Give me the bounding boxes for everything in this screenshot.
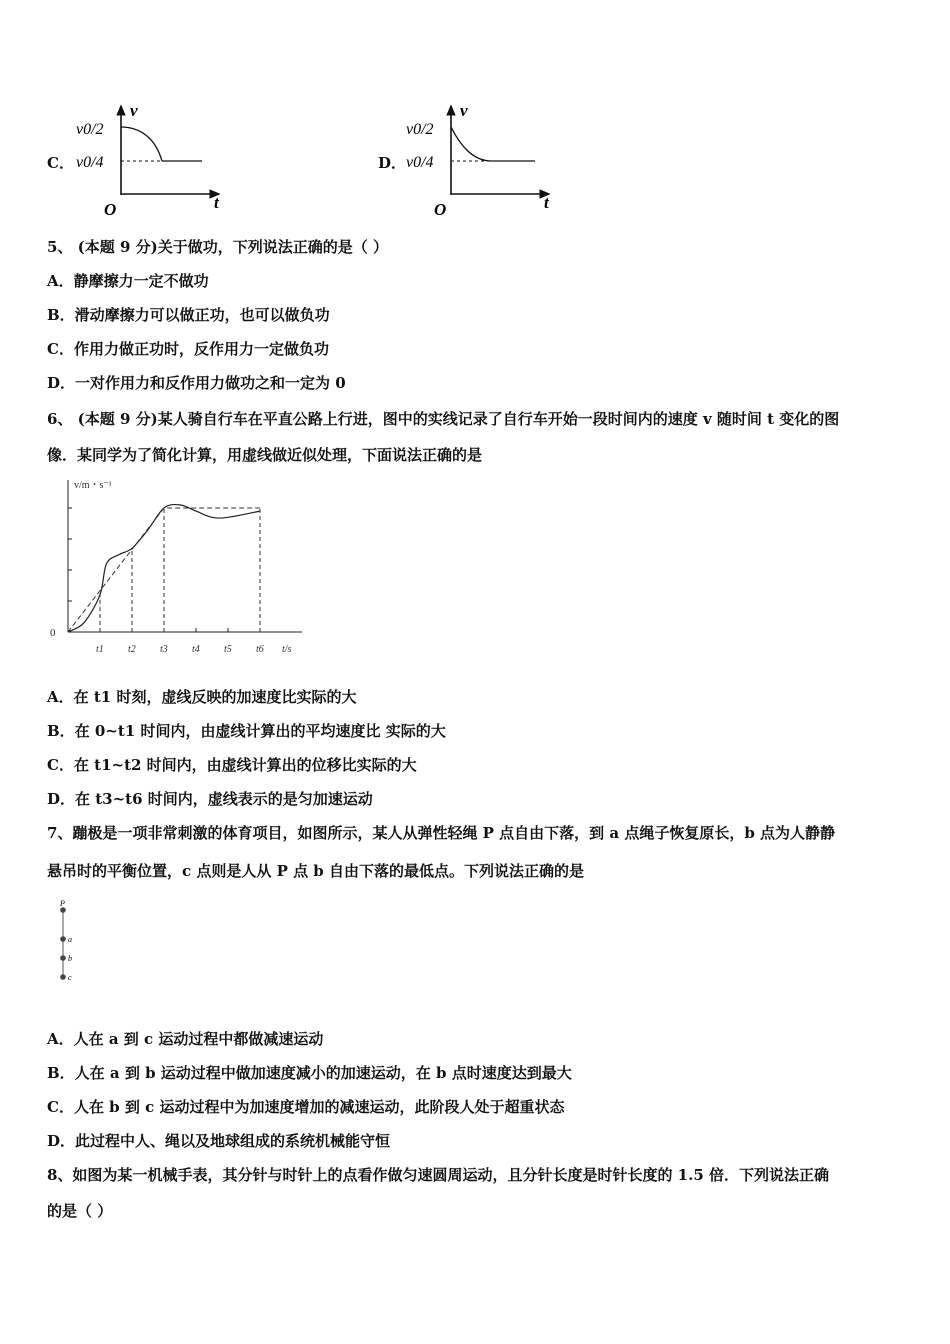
origin-label: 0 (50, 627, 56, 639)
label-a: a (68, 935, 72, 944)
q4-option-c-graph (72, 100, 232, 220)
q7-option-d: D．此过程中人、绳以及地球组成的系统机械能守恒 (47, 1132, 391, 1150)
q7-stem-line1: 7、蹦极是一项非常刺激的体育项目，如图所示，某人从弹性轻绳 P 点自由下落，到 a 点绳子恢复原长，b 点为人静静 (47, 824, 836, 842)
graph-c-v-top: v0/2 (76, 121, 104, 138)
x-axis-label: t/s (282, 644, 292, 655)
q7-stem-line2: 悬吊时的平衡位置，c 点则是人从 P 点 b 自由下落的最低点。下列说法正确的是 (47, 862, 585, 880)
q8-stem-line1: 8、如图为某一机械手表，其分针与时针上的点看作做匀速圆周运动，且分针长度是时针长度的 1.5 倍．下列说法正确 (47, 1166, 829, 1184)
y-axis-label: v/m・s⁻¹ (74, 480, 112, 491)
q7-option-a: A．人在 a 到 c 运动过程中都做减速运动 (47, 1030, 324, 1048)
graph-c-v-mid: v0/4 (76, 154, 104, 171)
q6-stem-line1: 6、 (本题 9 分)某人骑自行车在平直公路上行进，图中的实线记录了自行车开始一段时间内的速度 v 随时间 t 变化的图 (47, 410, 840, 428)
q4-option-d-label: D． (378, 154, 407, 172)
graph-c-axis-v: v (130, 101, 138, 120)
q6-stem-line2: 像．某同学为了简化计算，用虚线做近似处理，下面说法正确的是 (47, 446, 483, 464)
q4-option-c-label: C． (47, 154, 74, 172)
point-c (60, 974, 66, 980)
label-b: b (68, 954, 72, 963)
bungee-diagram (52, 898, 92, 988)
x-tick-label: t6 (256, 644, 264, 655)
q6-option-a: A．在 t1 时刻，虚线反映的加速度比实际的大 (47, 688, 357, 706)
x-tick-label: t4 (192, 644, 200, 655)
label-p: P (60, 899, 65, 908)
q5-option-c: C．作用力做正功时，反作用力一定做负功 (47, 340, 329, 358)
graph-d-v-top: v0/2 (406, 121, 434, 138)
point-b (60, 955, 66, 961)
q7-option-b: B．人在 a 到 b 运动过程中做加速度减小的加速运动，在 b 点时速度达到最大 (47, 1064, 572, 1082)
q5-option-a: A．静摩擦力一定不做功 (47, 272, 209, 290)
point-a (60, 936, 66, 942)
label-c: c (68, 973, 72, 982)
graph-d-v-mid: v0/4 (406, 154, 434, 171)
q6-option-c: C．在 t1~t2 时间内，由虚线计算出的位移比实际的大 (47, 756, 417, 774)
q7-option-c: C．人在 b 到 c 运动过程中为加速度增加的减速运动，此阶段人处于超重状态 (47, 1098, 565, 1116)
graph-d-axis-v: v (460, 101, 468, 120)
velocity-time-chart (44, 474, 314, 664)
q5-stem: 5、 (本题 9 分)关于做功，下列说法正确的是（ ） (47, 238, 388, 256)
graph-d-axis-t: t (544, 193, 549, 212)
graph-d-origin: O (434, 200, 447, 219)
x-tick-label: t1 (96, 644, 104, 655)
graph-c-axis-t: t (214, 193, 219, 212)
graph-c-origin: O (104, 200, 117, 219)
point-p (60, 907, 66, 913)
x-tick-label: t3 (160, 644, 168, 655)
q5-option-b: B．滑动摩擦力可以做正功，也可以做负功 (47, 306, 330, 324)
x-tick-label: t2 (128, 644, 136, 655)
x-tick-label: t5 (224, 644, 232, 655)
q5-option-d: D．一对作用力和反作用力做功之和一定为 0 (47, 374, 346, 392)
q8-stem-line2: 的是（ ） (47, 1202, 113, 1220)
q6-option-b: B．在 0~t1 时间内，由虚线计算出的平均速度比 实际的大 (47, 722, 446, 740)
q6-option-d: D．在 t3~t6 时间内，虚线表示的是匀加速运动 (47, 790, 373, 808)
q4-option-d-graph (402, 100, 562, 220)
